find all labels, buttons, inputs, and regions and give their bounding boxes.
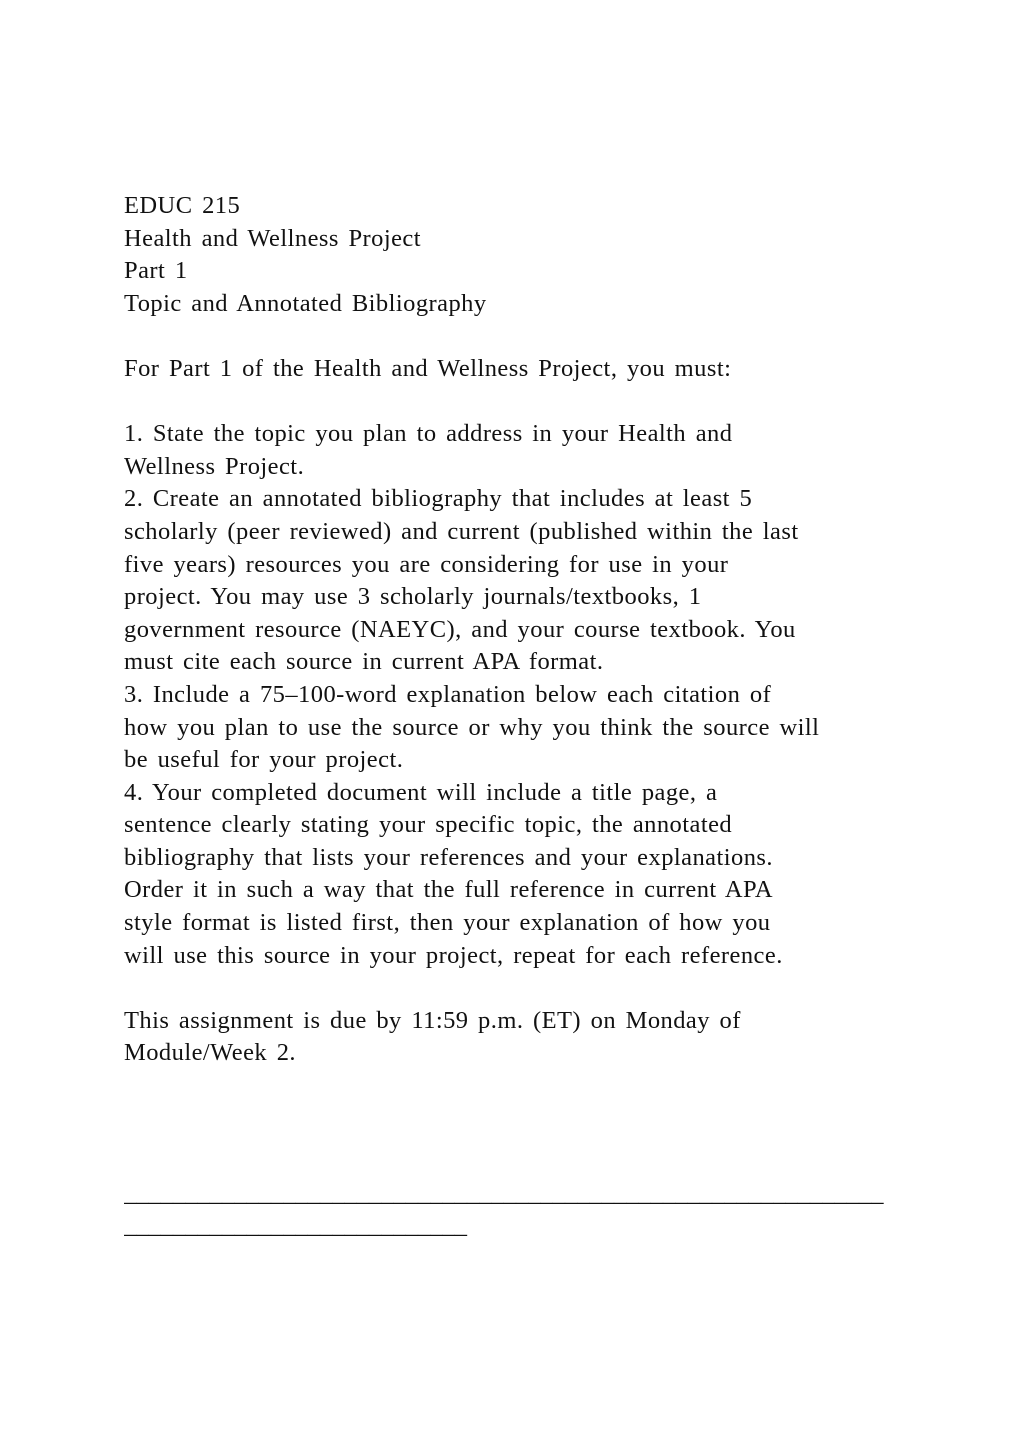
due-date-paragraph [124, 1005, 924, 1070]
list-item-2 [124, 483, 924, 679]
list-item-4 [124, 777, 924, 973]
list-item-line: 2. Create an annotated bibliography that includes at least 5 [124, 485, 753, 513]
list-item-line: style format is listed first, then your explanation of how you [124, 909, 771, 937]
list-item-line: 4. Your completed document will include a title page, a [124, 778, 718, 806]
list-item-line: government resource (NAEYC), and your course textbook. You [124, 615, 796, 643]
list-item-line: Wellness Project. [124, 452, 305, 480]
list-item-line: be useful for your project. [124, 746, 404, 774]
blank-line [124, 320, 924, 353]
due-date-line: Module/Week 2. [124, 1039, 296, 1067]
list-item-line: how you plan to use the source or why you think the source will [124, 713, 820, 741]
project-title: Health and Wellness Project [124, 224, 422, 252]
list-item-line: scholarly (peer reviewed) and current (published within the last [124, 517, 799, 545]
list-item-line: 3. Include a 75–100-word explanation below each citation of [124, 680, 772, 708]
list-item-1 [124, 418, 924, 483]
part-label: Part 1 [124, 257, 188, 285]
list-item-line: Order it in such a way that the full reference in current APA [124, 876, 773, 904]
intro-paragraph: For Part 1 of the Health and Wellness Project, you must: [124, 354, 732, 382]
list-item-line: five years) resources you are considering for use in your [124, 550, 729, 578]
separator-line: ______________________________________________________________ [124, 1180, 884, 1207]
list-item-line: 1. State the topic you plan to address in your Health and [124, 420, 733, 448]
blank-line [124, 972, 924, 1005]
document-body [124, 190, 924, 1070]
list-item-line: will use this source in your project, repeat for each reference. [124, 941, 783, 969]
blank-line [124, 386, 924, 419]
list-item-line: bibliography that lists your references and your explanations. [124, 843, 773, 871]
course-code: EDUC 215 [124, 192, 241, 219]
due-date-line: This assignment is due by 11:59 p.m. (ET) on Monday of [124, 1006, 741, 1034]
list-item-3 [124, 679, 924, 777]
list-item-line: sentence clearly stating your specific topic, the annotated [124, 811, 733, 839]
document-subtitle: Topic and Annotated Bibliography [124, 289, 487, 317]
list-item-line: project. You may use 3 scholarly journals/textbooks, 1 [124, 583, 702, 611]
separator-line: ____________________________ [124, 1212, 467, 1239]
list-item-line: must cite each source in current APA format. [124, 648, 604, 676]
